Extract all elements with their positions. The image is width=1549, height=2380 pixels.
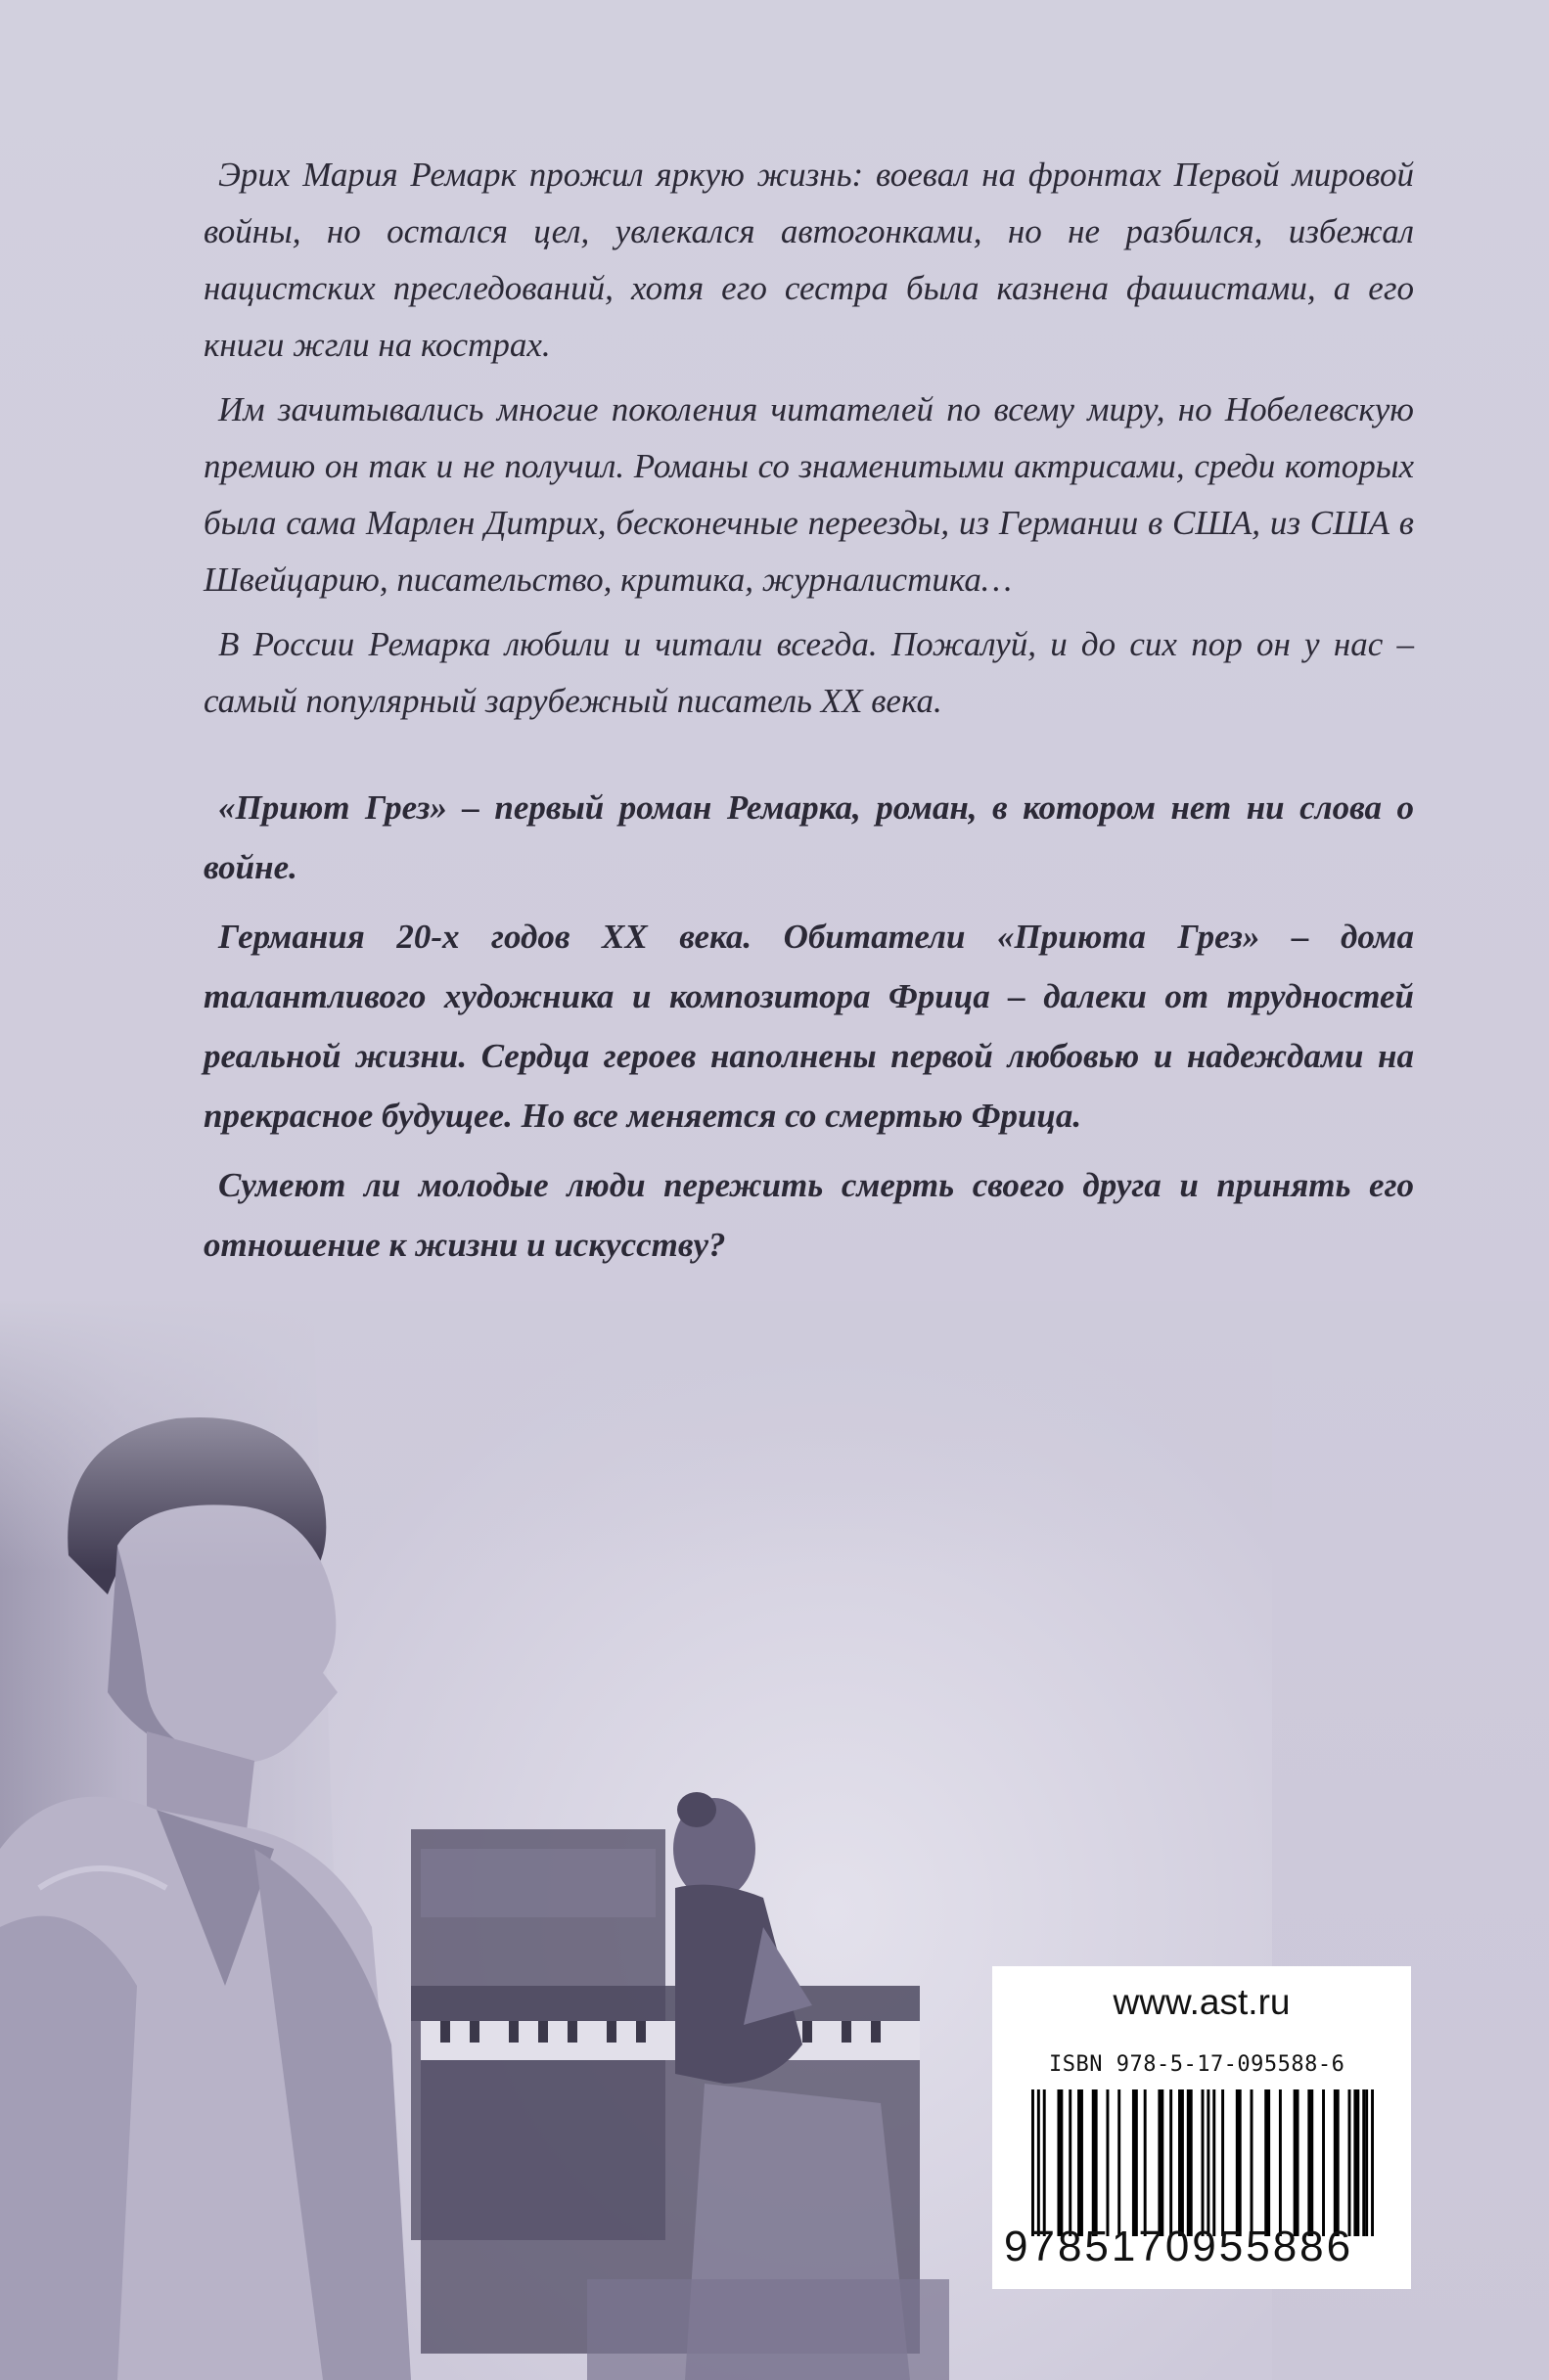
barcode-bar — [1353, 2089, 1359, 2236]
barcode — [1031, 2089, 1374, 2236]
barcode-bar — [1348, 2089, 1351, 2236]
barcode-bar — [1187, 2089, 1193, 2236]
barcode-bar — [1069, 2089, 1071, 2236]
blurb-paragraph: Им зачитывались многие поколения читателей по всему миру, но Нобелевскую премию он так и не получил. Романы со знаменитыми актрисами, среди которых была сама Марлен Дитрих, бесконечные переезды, из Германии в США, из США в Швейцарию, писательство, критика, журналистика… — [204, 390, 1414, 599]
blurb-paragraph: Эрих Мария Ремарк прожил яркую жизнь: воевал на фронтах Первой мировой войны, но остался цел, увлекался автогонками, но не разбился, избежал нацистских преследований, хотя его сестра была казнена фашистами, а его книги жгли на кострах. — [204, 156, 1414, 364]
barcode-bar — [1057, 2089, 1063, 2236]
barcode-digits: 9785170955886 — [1004, 2223, 1354, 2270]
blurb-paragraph: В России Ремарка любили и читали всегда. Пожалуй, и до сих пор он у нас – самый популярный зарубежный писатель XX века. — [204, 625, 1414, 720]
barcode-bar — [1365, 2089, 1368, 2236]
barcode-bar — [1158, 2089, 1163, 2236]
barcode-bar — [1264, 2089, 1270, 2236]
barcode-bar — [1371, 2089, 1374, 2236]
barcode-bar — [1202, 2089, 1205, 2236]
barcode-bar — [1251, 2089, 1253, 2236]
book-description — [204, 778, 1414, 1275]
barcode-bar — [1362, 2089, 1365, 2236]
barcode-bar — [1178, 2089, 1184, 2236]
barcode-bar — [1236, 2089, 1242, 2236]
barcode-bar — [1077, 2089, 1083, 2236]
isbn-barcode-block — [992, 1966, 1411, 2289]
barcode-bar — [1092, 2089, 1098, 2236]
barcode-bar — [1207, 2089, 1209, 2236]
description-paragraph: Сумеют ли молодые люди пережить смерть своего друга и принять его отношение к жизни и искусству? — [204, 1166, 1414, 1264]
barcode-bar — [1334, 2089, 1340, 2236]
description-paragraph: Германия 20-х годов XX века. Обитатели «Приюта Грез» – дома талантливого художника и композитора Фрица – далеки от трудностей реальной жизни. Сердца героев наполнены первой любовью и надеждами на прекрасное будущее. Но все меняется со смертью Фрица. — [204, 918, 1414, 1135]
description-paragraph: «Приют Грез» – первый роман Ремарка, роман, в котором нет ни слова о войне. — [204, 788, 1414, 886]
barcode-bar — [1169, 2089, 1172, 2236]
barcode-bar — [1037, 2089, 1040, 2236]
barcode-bar — [1322, 2089, 1325, 2236]
barcode-bar — [1221, 2089, 1224, 2236]
barcode-bar — [1294, 2089, 1299, 2236]
barcode-bar — [1106, 2089, 1109, 2236]
barcode-bar — [1031, 2089, 1034, 2236]
isbn-number: ISBN 978-5-17-095588-6 — [1049, 2052, 1345, 2077]
barcode-bar — [1212, 2089, 1215, 2236]
author-blurb — [204, 147, 1414, 730]
publisher-website: www.ast.ru — [1113, 1982, 1291, 2022]
barcode-bar — [1144, 2089, 1147, 2236]
barcode-bar — [1043, 2089, 1046, 2236]
barcode-bar — [1279, 2089, 1282, 2236]
barcode-bar — [1132, 2089, 1138, 2236]
barcode-bar — [1307, 2089, 1313, 2236]
barcode-bar — [1117, 2089, 1120, 2236]
